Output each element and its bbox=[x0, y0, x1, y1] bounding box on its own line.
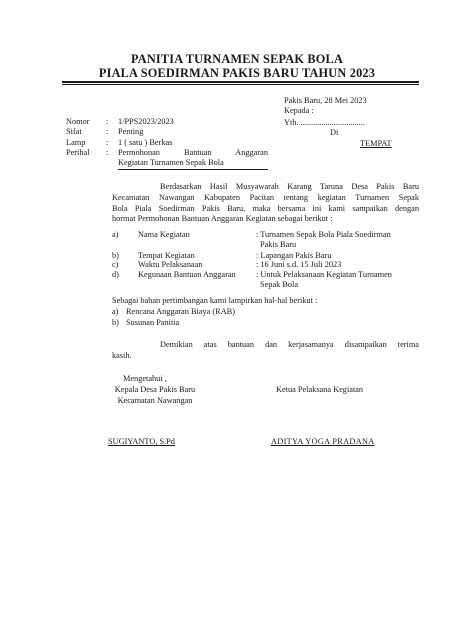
detail-value-cont: Sepak Bola bbox=[260, 280, 299, 289]
lamp-label: Lamp bbox=[66, 138, 86, 147]
detail-letter: d) bbox=[112, 270, 119, 279]
detail-label: Nama Kegiatan bbox=[138, 230, 190, 239]
closing-line-2: kasih. bbox=[112, 351, 132, 360]
recipient-yth: Yth. ............................... bbox=[284, 118, 365, 127]
detail-value-cont: Pakis Baru bbox=[260, 240, 297, 249]
detail-letter: c) bbox=[112, 260, 119, 269]
letterhead-line-2: PIALA SOEDIRMAN PAKIS BARU TAHUN 2023 bbox=[98, 66, 376, 80]
detail-letter: b) bbox=[112, 251, 119, 260]
attachment-letter: a) bbox=[112, 307, 119, 316]
nomor-value: 1/PPS2023/2023 bbox=[118, 117, 174, 126]
perihal-label: Perihal bbox=[66, 148, 90, 157]
detail-value: : Lapangan Pakis Baru bbox=[256, 251, 332, 260]
perihal-colon: : bbox=[106, 148, 109, 157]
detail-label: Tempat Kegiatan bbox=[138, 251, 195, 260]
mengetahui-label: Mengetahui , bbox=[123, 374, 167, 383]
nomor-label: Nomor bbox=[66, 117, 90, 126]
perihal-underline bbox=[118, 169, 268, 170]
left-signer-title-2: Kecamatan Nawangan bbox=[117, 396, 193, 405]
lamp-value: 1 ( satu ) Berkas bbox=[118, 138, 173, 147]
perihal-line-1: Permohonan Bantuan Anggaran bbox=[118, 148, 268, 157]
attachments-intro: Sebagai bahan pertimbangan kami lampirkan hal-hal berikut : bbox=[112, 296, 318, 305]
body-line-2: Kecamatan Nawangan Kabupaten Pacitan tentang kegiatan Turnamen Sepak bbox=[112, 193, 419, 202]
detail-label: Kegunaan Bantuan Anggaran bbox=[138, 270, 236, 279]
body-line-3: Bola Piala Soedirman Pakis Baru, maka bersama ini kami sampaikan dengan bbox=[112, 204, 419, 213]
detail-label: Waktu Pelaksanaan bbox=[138, 260, 203, 269]
nomor-colon: : bbox=[106, 117, 109, 126]
sifat-colon: : bbox=[106, 127, 109, 136]
attachment-letter: b) bbox=[112, 318, 119, 327]
letterhead-rule-thin bbox=[62, 84, 419, 85]
perihal-line-2: Kegiatan Turnamen Sepak Bola bbox=[118, 158, 224, 167]
place-date: Pakis Baru, 28 Mei 2023 bbox=[284, 96, 367, 105]
detail-value: : Untuk Pelaksanaan Kegiatan Turnamen bbox=[256, 270, 392, 279]
sifat-label: Sifat bbox=[66, 127, 82, 136]
recipient-kepada: Kepada : bbox=[284, 106, 314, 115]
left-signer-title-1: Kepala Desa Pakis Baru bbox=[114, 385, 196, 394]
recipient-tempat: TEMPAT bbox=[360, 139, 392, 148]
letterhead-rule-thick bbox=[62, 81, 419, 83]
lamp-colon: : bbox=[106, 138, 109, 147]
body-line-1: Berdasarkan Hasil Musyawarah Karang Taruna Desa Pakis Baru bbox=[160, 182, 419, 191]
right-signer-title: Ketua Pelaksana Kegiatan bbox=[276, 385, 364, 394]
body-line-4: hormat Permohonan Bantuan Anggaran Kegiatan sebagai berikut : bbox=[112, 214, 333, 223]
left-signer-name: SUGIYANTO, S.Pd bbox=[108, 437, 175, 446]
closing-line-1: Demikian atas bantuan dan kerjasamanya disampaikan terima bbox=[160, 340, 419, 349]
attachment-item: Susunan Panitia bbox=[126, 318, 180, 327]
detail-value: : Turnamen Sepak Bola Piala Soedirman bbox=[256, 230, 391, 239]
recipient-di: Di bbox=[330, 128, 339, 137]
attachment-item: Rencana Anggaran Biaya (RAB) bbox=[126, 307, 235, 316]
detail-letter: a) bbox=[112, 230, 119, 239]
right-signer-name: ADITYA YOGA PRADANA bbox=[271, 437, 375, 446]
detail-value: : 16 Juni s.d. 15 Juli 2023 bbox=[256, 260, 342, 269]
letterhead-line-1: PANITIA TURNAMEN SEPAK BOLA bbox=[130, 52, 344, 66]
sifat-value: Penting bbox=[118, 127, 144, 136]
